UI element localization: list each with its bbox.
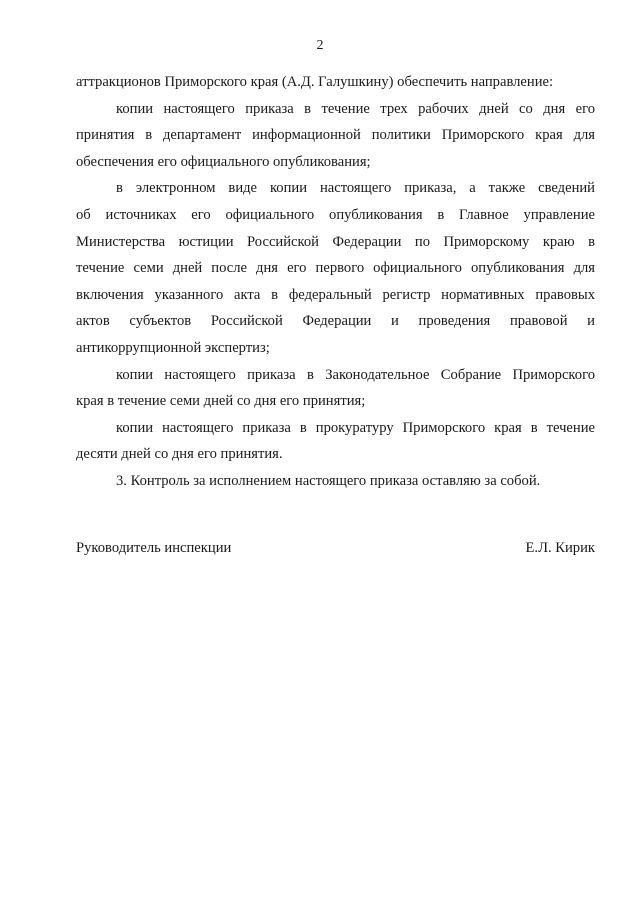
text-line: копии настоящего приказа в Законодательное Собрание Приморского: [116, 366, 595, 383]
text-line: Министерства юстиции Российской Федерации по Приморскому краю в: [76, 233, 595, 250]
document-body: [76, 69, 595, 495]
text-line: течение семи дней после дня его первого официального опубликования для: [76, 260, 595, 277]
text-line: аттракционов Приморского края (А.Д. Галушкину) обеспечить направление:: [76, 74, 554, 90]
text-line: края в течение семи дней со дня его принятия;: [76, 393, 366, 410]
text-line: включения указанного акта в федеральный регистр нормативных правовых: [76, 286, 595, 303]
text-line: обеспечения его официального опубликования;: [76, 153, 371, 170]
text-line: принятия в департамент информационной политики Приморского края для: [76, 127, 595, 144]
text-line: 3. Контроль за исполнением настоящего приказа оставляю за собой.: [116, 472, 541, 489]
text-line: об источниках его официального опубликования в Главное управление: [76, 206, 595, 223]
signature-block: [76, 537, 595, 559]
signatory-title: Руководитель инспекции: [76, 540, 232, 556]
text-line: в электронном виде копии настоящего приказа, а также сведений: [116, 180, 595, 197]
text-line: десяти дней со дня его принятия.: [76, 446, 283, 463]
text-line: копии настоящего приказа в прокуратуру Приморского края в течение: [116, 419, 595, 436]
text-line: копии настоящего приказа в течение трех рабочих дней со дня его: [116, 100, 595, 117]
page-number: 2: [316, 38, 324, 53]
signatory-name: Е.Л. Кирик: [525, 540, 595, 556]
text-line: актов субъектов Российской Федерации и проведения правовой и: [76, 313, 595, 330]
text-line: антикоррупционной экспертиз;: [76, 339, 270, 356]
